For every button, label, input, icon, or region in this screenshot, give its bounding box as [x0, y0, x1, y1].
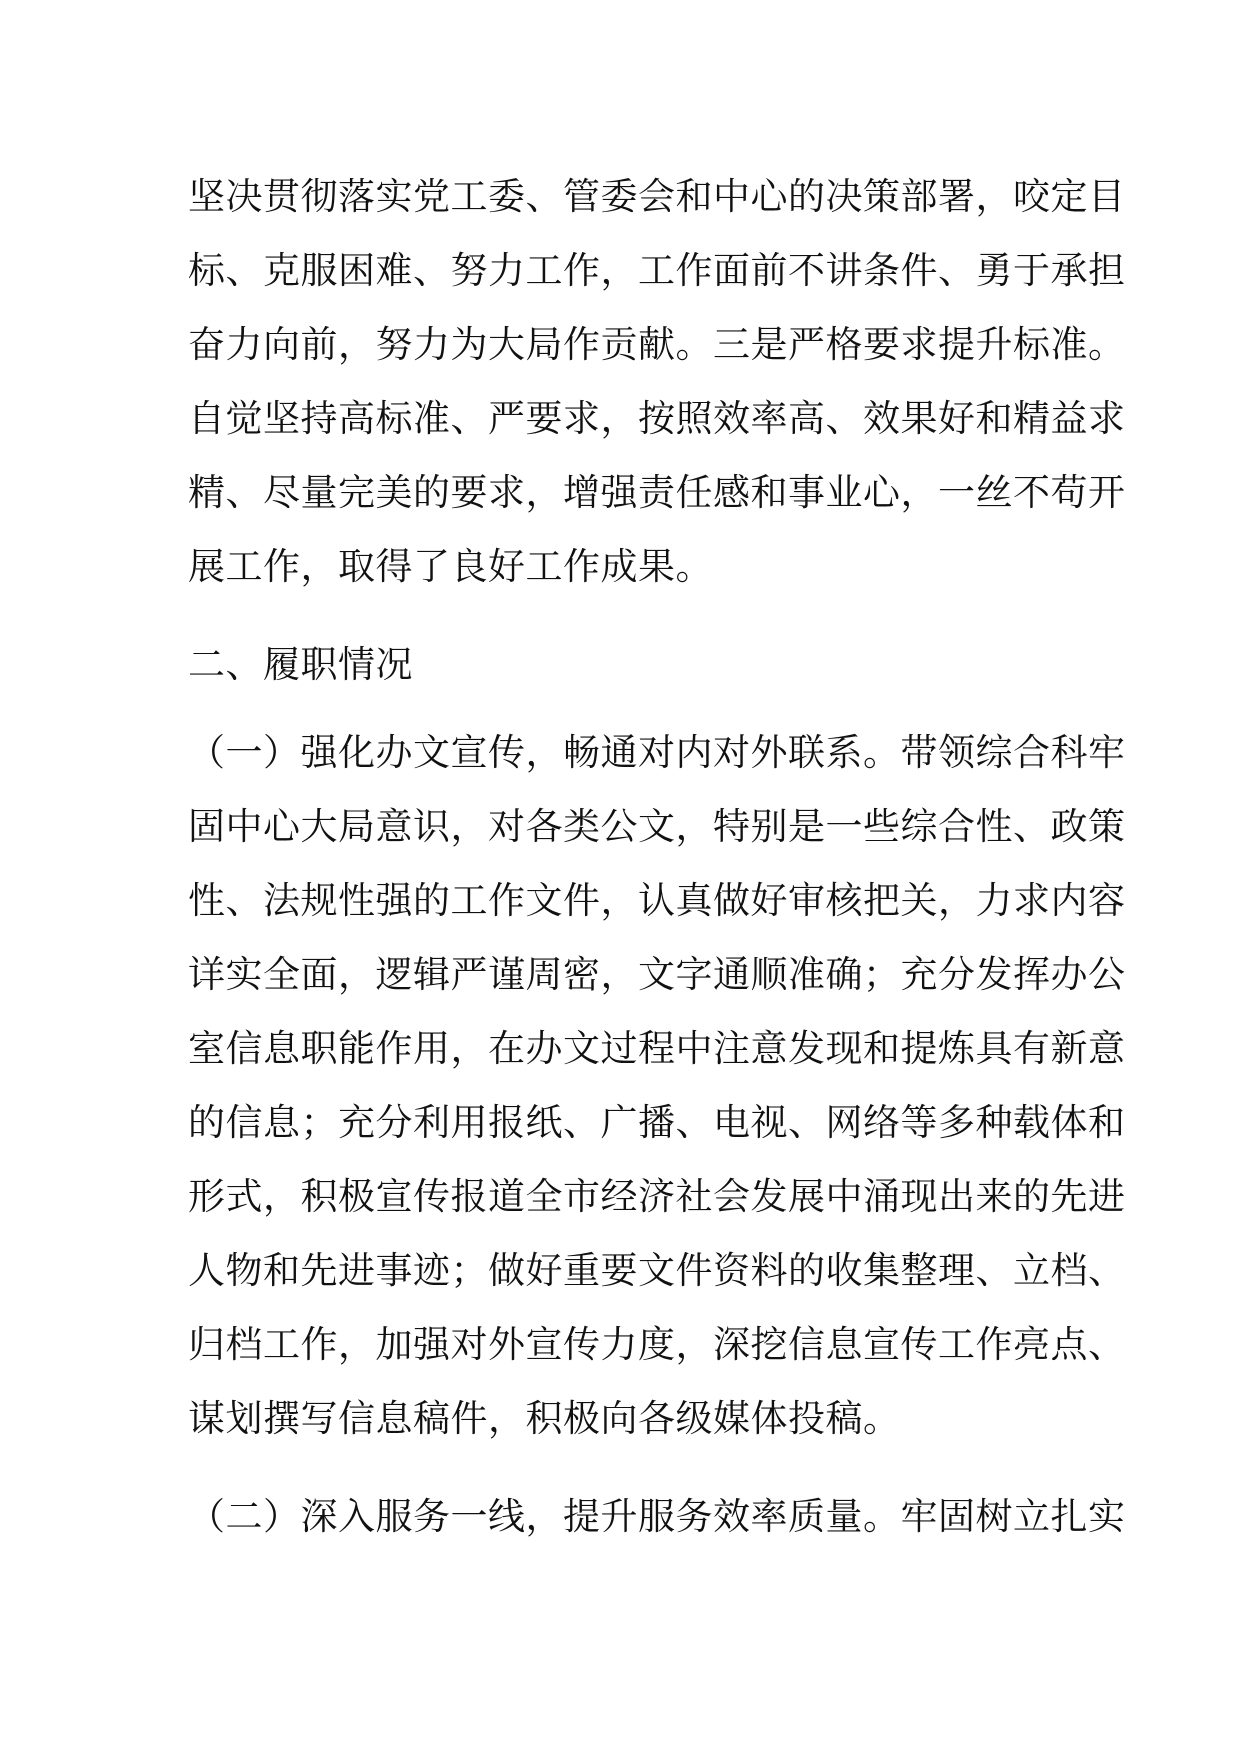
paragraph-line: 归档工作，加强对外宣传力度，深挖信息宣传工作亮点、 [188, 1323, 1126, 1366]
paragraph-line: 性、法规性强的工作文件，认真做好审核把关，力求内容 [188, 879, 1126, 922]
paragraph-line: 自觉坚持高标准、严要求，按照效率高、效果好和精益求 [188, 397, 1126, 440]
paragraph-document-publicity [188, 716, 1126, 1456]
paragraph-line: 固中心大局意识，对各类公文，特别是一些综合性、政策 [188, 805, 1126, 848]
paragraph-line: 展工作，取得了良好工作成果。 [188, 545, 713, 588]
paragraph-line: 人物和先进事迹；做好重要文件资料的收集整理、立档、 [188, 1249, 1126, 1292]
section-heading [188, 628, 1058, 702]
paragraph-line: 标、克服困难、努力工作，工作面前不讲条件、勇于承担 [188, 249, 1126, 292]
paragraph-line: 详实全面，逻辑严谨周密，文字通顺准确；充分发挥办公 [188, 953, 1126, 996]
paragraph-duty-attitude [188, 160, 1126, 604]
paragraph-line: 谋划撰写信息稿件，积极向各级媒体投稿。 [188, 1397, 901, 1440]
paragraph-line: 的信息；充分利用报纸、广播、电视、网络等多种载体和 [188, 1101, 1126, 1144]
paragraph-line: 室信息职能作用，在办文过程中注意发现和提炼具有新意 [188, 1027, 1126, 1070]
paragraph-line: 坚决贯彻落实党工委、管委会和中心的决策部署，咬定目 [188, 175, 1126, 218]
paragraph-line: 形式，积极宣传报道全市经济社会发展中涌现出来的先进 [188, 1175, 1126, 1218]
paragraph-line: （一）强化办文宣传，畅通对内对外联系。带领综合科牢 [188, 731, 1126, 774]
paragraph-frontline-service [188, 1480, 1126, 1554]
paragraph-line: 精、尽量完美的要求，增强责任感和事业心，一丝不苟开 [188, 471, 1126, 514]
paragraph-line: （二）深入服务一线，提升服务效率质量。牢固树立扎实 [188, 1495, 1126, 1538]
paragraph-line: 奋力向前，努力为大局作贡献。三是严格要求提升标准。 [188, 323, 1126, 366]
section-heading-text: 二、履职情况 [188, 643, 413, 686]
